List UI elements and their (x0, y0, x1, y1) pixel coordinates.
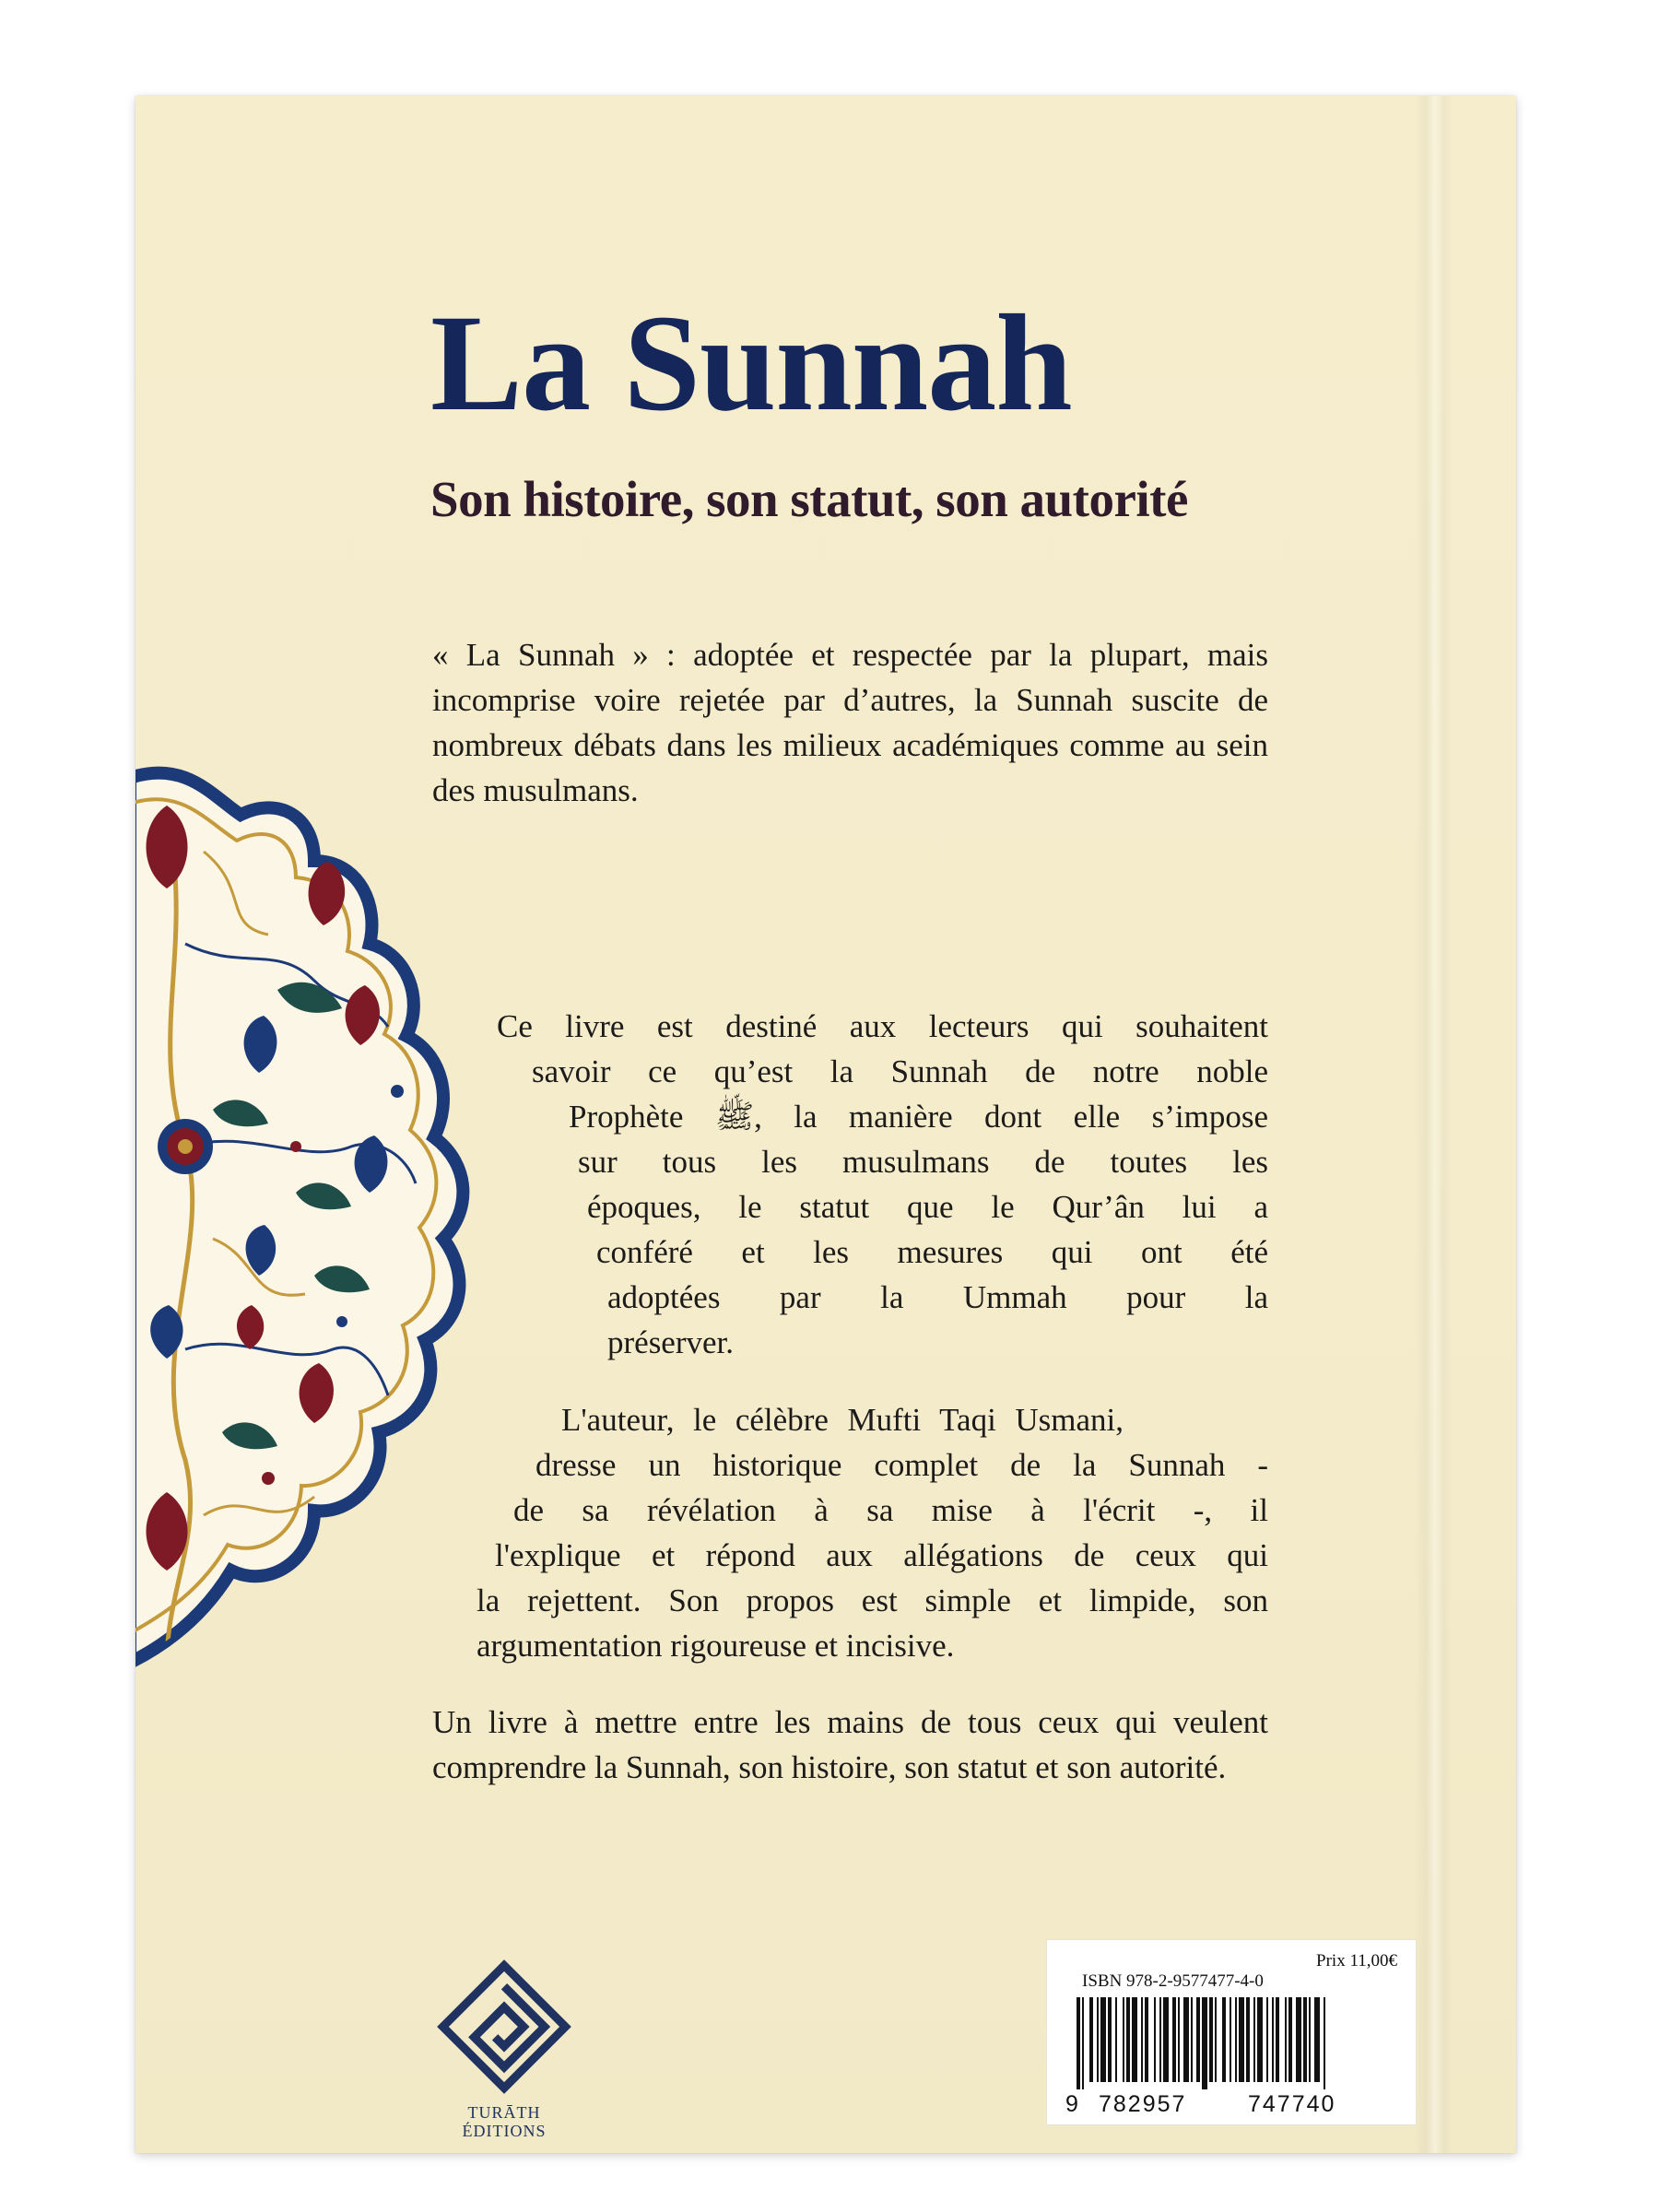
barcode-bar (1132, 1997, 1137, 2082)
barcode-bar (1296, 1997, 1301, 2082)
barcode-sticker (1046, 1939, 1417, 2125)
barcode-bar (1196, 1997, 1200, 2082)
blurb-line: sur tous les musulmans de toutes les (578, 1144, 1268, 1180)
barcode-bar (1126, 1997, 1130, 2082)
blurb-line: adoptées par la Ummah pour la (607, 1279, 1268, 1315)
blurb-paragraph-1: « La Sunnah » : adoptée et respectée par la plupart, mais incomprise voire rejetée par d’autres, la Sunnah suscite de nombreux débats dans les milieux académiques comme au sein des musulmans. (432, 637, 1268, 808)
barcode-bar (1077, 1997, 1080, 2089)
turath-kufic-logo-icon (435, 1958, 573, 2096)
blurb-line: savoir ce qu’est la Sunnah de notre noble (532, 1053, 1268, 1089)
barcode-bar (1178, 1997, 1180, 2082)
barcode-bar (1154, 1997, 1156, 2082)
barcode-bar (1239, 1997, 1244, 2082)
blurb-line: l'explique et répond aux allégations de ceux qui (495, 1537, 1268, 1573)
barcode-bar (1230, 1997, 1231, 2082)
publisher-name-line1: TURĀTH (467, 2103, 541, 2122)
barcode-bar (1183, 1997, 1189, 2082)
barcode-bar (1191, 1997, 1193, 2082)
price-label: Prix 11,00€ (1316, 1951, 1397, 1971)
barcode-bar (1285, 1997, 1287, 2082)
book-back-cover (135, 96, 1516, 2153)
barcode-bar (1303, 1997, 1307, 2082)
barcode-bar (1202, 1997, 1207, 2089)
barcode-bar (1115, 1997, 1117, 2082)
barcode-bar (1159, 1997, 1161, 2082)
barcode-digits-last: 747740 (1248, 2091, 1336, 2117)
barcode-bar (1266, 1997, 1268, 2082)
blurb-line: conféré et les mesures qui ont été (596, 1234, 1268, 1270)
blurb-line: Prophète ﷺ, la manière dont elle s’impose (569, 1099, 1268, 1135)
barcode-bar (1314, 1997, 1320, 2082)
barcode-bar (1309, 1997, 1311, 2082)
isbn-label: ISBN 978-2-9577477-4-0 (1082, 1971, 1264, 1991)
barcode-digits-mid: 782957 (1099, 2091, 1187, 2117)
blurb-line: de sa révélation à sa mise à l'écrit -, il (513, 1492, 1268, 1528)
barcode-bar (1235, 1997, 1237, 2082)
blurb-line: Ce livre est destiné aux lecteurs qui souhaitent (497, 1008, 1268, 1044)
barcode-bar (1215, 1997, 1217, 2082)
publisher-name-line2: ÉDITIONS (462, 2122, 547, 2140)
barcode-bar (1123, 1997, 1124, 2082)
barcode-digit-first: 9 (1065, 2091, 1080, 2117)
blurb-line: argumentation rigoureuse et incisive. (477, 1628, 955, 1664)
barcode-bar (1288, 1997, 1292, 2082)
barcode-bar (1145, 1997, 1148, 2082)
barcode-bar (1324, 1997, 1325, 2089)
blurb-line: époques, le statut que le Qur’ân lui a (587, 1189, 1268, 1225)
barcode-bar (1253, 1997, 1255, 2082)
barcode-bar (1108, 1997, 1112, 2082)
barcode-bar (1209, 1997, 1213, 2082)
book-title: La Sunnah (430, 287, 1072, 440)
barcode-bar (1276, 1997, 1279, 2082)
blurb-line: préserver. (607, 1324, 735, 1360)
barcode-bar (1082, 1997, 1084, 2089)
blurb-line: L'auteur, le célèbre Mufti Taqi Usmani, (561, 1402, 1124, 1438)
barcode-bar (1097, 1997, 1099, 2082)
barcode-bar (1257, 1997, 1263, 2082)
blurb-line: dresse un historique complet de la Sunnah - (535, 1447, 1268, 1483)
barcode-bar (1272, 1997, 1274, 2082)
blurb-line: la rejettent. Son propos est simple et limpide, son (477, 1583, 1268, 1618)
blurb-paragraph-4: Un livre à mettre entre les mains de tous ceux qui veulent comprendre la Sunnah, son histoire, son statut et son autorité. (432, 1704, 1268, 1785)
barcode-icon (1077, 1997, 1388, 2089)
barcode-bar (1222, 1997, 1226, 2082)
publisher-name (412, 2103, 596, 2140)
barcode-bar (1172, 1997, 1176, 2082)
barcode-bar (1141, 1997, 1143, 2082)
barcode-bar (1163, 1997, 1169, 2082)
barcode-bar (1246, 1997, 1250, 2082)
barcode-bar (1089, 1997, 1093, 2082)
barcode-bar (1100, 1997, 1106, 2082)
book-subtitle: Son histoire, son statut, son autorité (430, 471, 1188, 527)
